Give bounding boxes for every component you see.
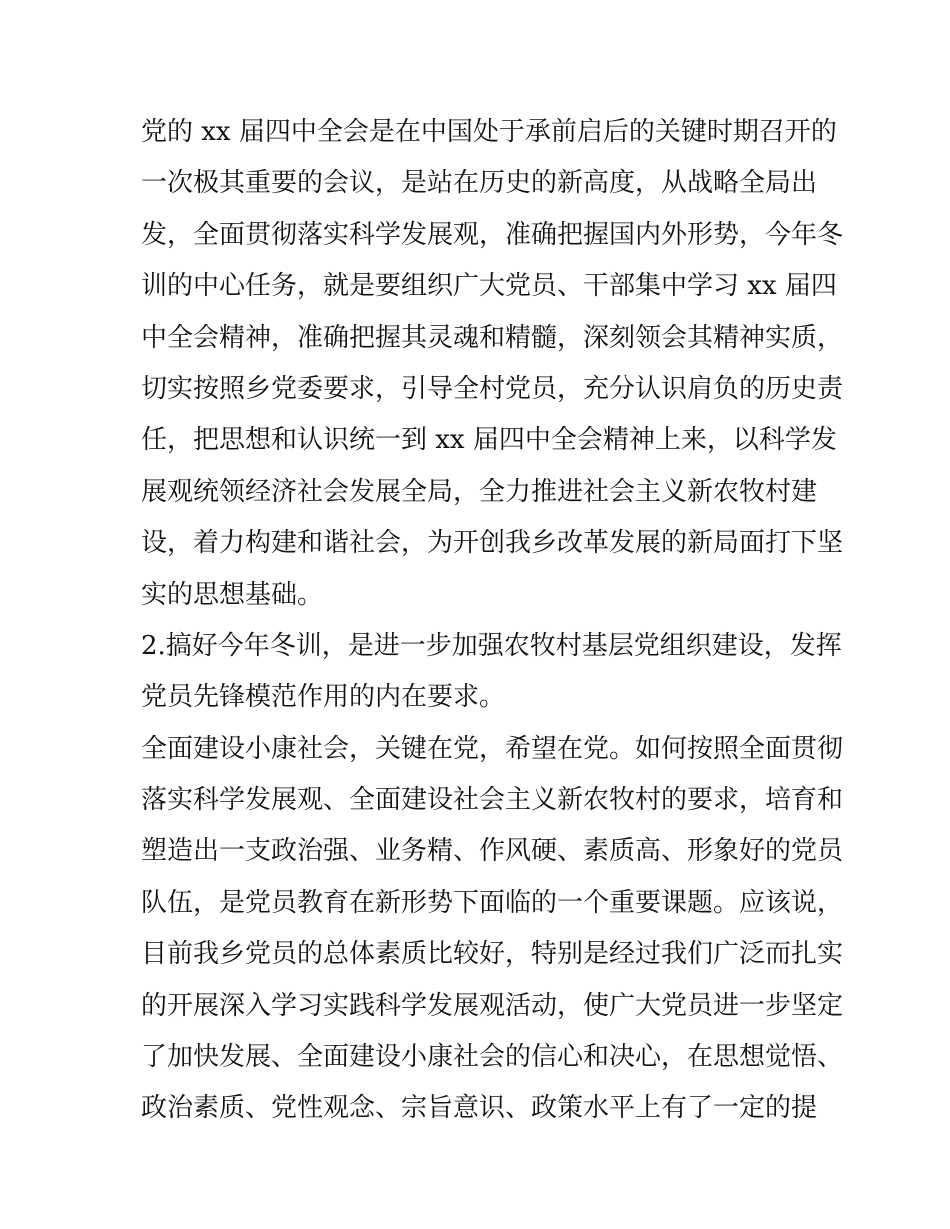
text-line: 的开展深入学习实践科学发展观活动，使广大党员进一步坚定 [141,990,844,1021]
text-line: 中全会精神，准确把握其灵魂和精髓，深刻领会其精神实质， [141,322,844,353]
text-line: 党的 xx 届四中全会是在中国处于承前启后的关键时期召开的 [141,117,837,147]
text-line: 训的中心任务，就是要组织广大党员、干部集中学习 xx 届四 [141,271,837,302]
text-line: 目前我乡党员的总体素质比较好，特别是经过我们广泛而扎实 [141,939,844,970]
text-line: 政治素质、党性观念、宗旨意识、政策水平上有了一定的提 [141,1093,818,1124]
text-line: 塑造出一支政治强、业务精、作风硬、素质高、形象好的党员 [141,836,844,867]
body-text [141,107,844,1135]
section-heading-line: 党员先锋模范作用的内在要求。 [141,682,506,713]
text-line: 任，把思想和认识统一到 xx 届四中全会精神上来，以科学发 [141,425,837,456]
section-heading-line: 2.搞好今年冬训，是进一步加强农牧村基层党组织建设，发挥 [141,630,842,661]
text-line: 了加快发展、全面建设小康社会的信心和决心，在思想觉悟、 [141,1042,844,1073]
text-line: 落实科学发展观、全面建设社会主义新农牧村的要求，培育和 [141,785,844,816]
text-line: 实的思想基础。 [141,579,324,610]
text-line: 发，全面贯彻落实科学发展观，准确把握国内外形势，今年冬 [141,219,844,250]
text-line: 切实按照乡党委要求，引导全村党员，充分认识肩负的历史责 [141,373,844,404]
text-line: 展观统领经济社会发展全局，全力推进社会主义新农牧村建 [141,476,818,507]
text-line: 一次极其重要的会议，是站在历史的新高度，从战略全局出 [141,168,818,199]
text-line: 队伍，是党员教育在新形势下面临的一个重要课题。应该说， [141,887,844,918]
text-line: 全面建设小康社会，关键在党，希望在党。如何按照全面贯彻 [141,733,844,764]
text-line: 设，着力构建和谐社会，为开创我乡改革发展的新局面打下坚 [141,528,844,559]
